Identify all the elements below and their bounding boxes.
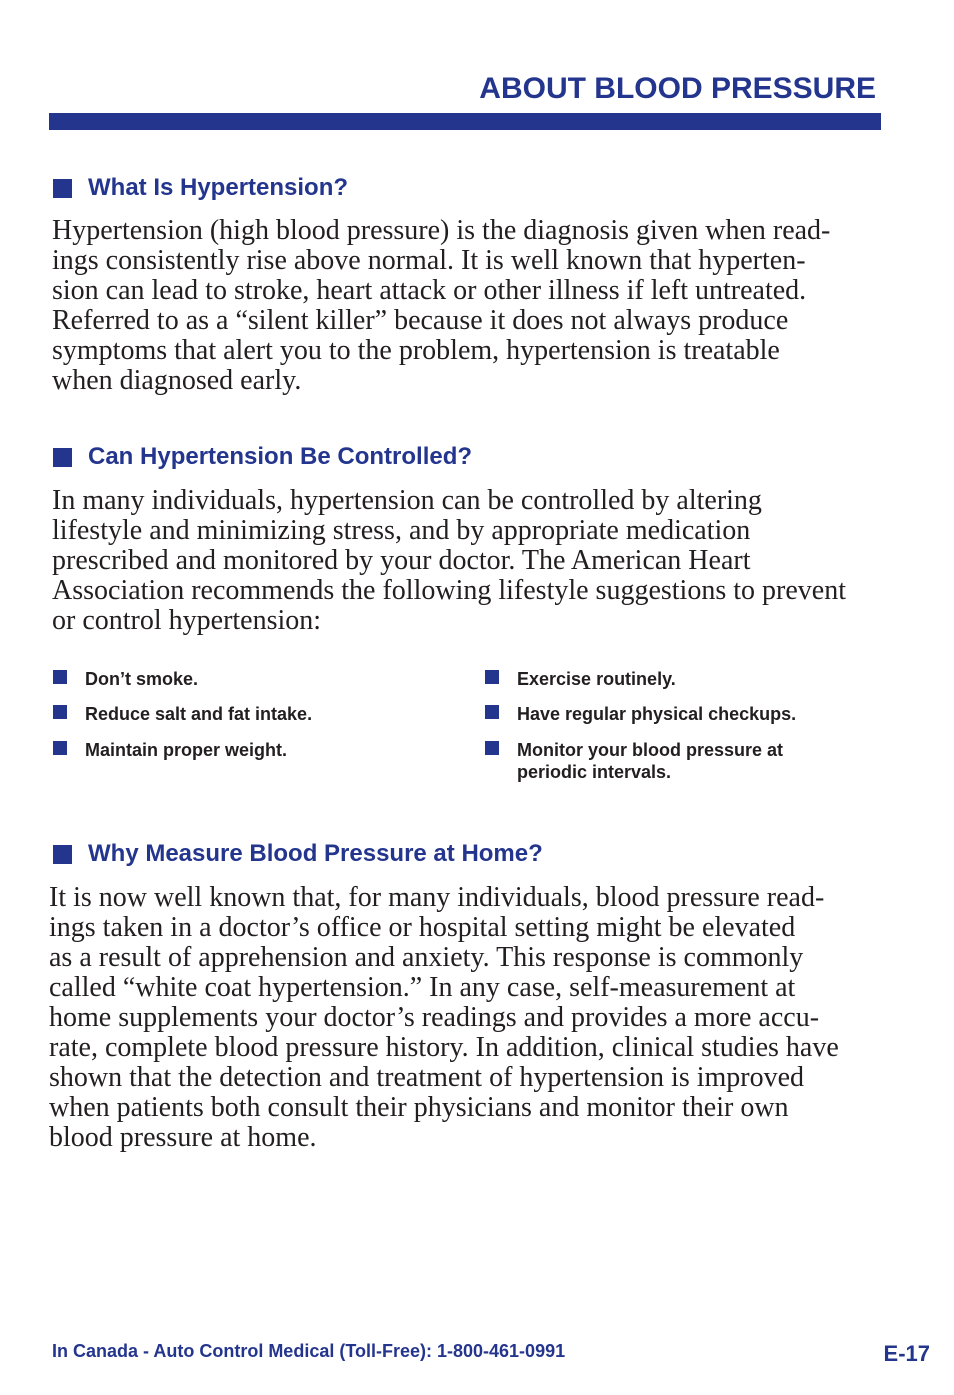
section-heading-can-hypertension-be-controlled — [53, 443, 472, 471]
body-line: when patients both consult their physicians and monitor their own — [49, 1092, 789, 1123]
body-line: when diagnosed early. — [52, 365, 302, 396]
square-bullet-icon — [53, 741, 67, 755]
header-rule — [49, 113, 881, 130]
section-heading-text: Why Measure Blood Pressure at Home? — [88, 840, 543, 867]
body-line: blood pressure at home. — [49, 1122, 317, 1153]
suggestion-item — [485, 668, 676, 690]
suggestion-item — [485, 739, 783, 783]
body-line: In many individuals, hypertension can be controlled by altering — [52, 485, 762, 516]
square-bullet-icon — [53, 448, 72, 467]
square-bullet-icon — [53, 179, 72, 198]
body-line: shown that the detection and treatment of hypertension is improved — [49, 1062, 805, 1093]
section-body-can-hypertension-be-controlled — [52, 486, 846, 636]
body-line: home supplements your doctor’s readings and provides a more accu- — [49, 1002, 820, 1033]
body-line: Referred to as a “silent killer” because it does not always produce — [52, 305, 789, 336]
suggestion-text: Exercise routinely. — [517, 669, 676, 689]
square-bullet-icon — [485, 670, 499, 684]
body-line: prescribed and monitored by your doctor. The American Heart — [52, 545, 751, 576]
square-bullet-icon — [485, 741, 499, 755]
body-line: symptoms that alert you to the problem, hypertension is treatable — [52, 335, 780, 366]
footer-contact: In Canada - Auto Control Medical (Toll-Free): 1-800-461-0991 — [52, 1341, 566, 1361]
body-line: lifestyle and minimizing stress, and by appropriate medication — [52, 515, 751, 546]
section-heading-what-is-hypertension — [53, 174, 348, 202]
body-line: sion can lead to stroke, heart attack or other illness if left untreated. — [52, 275, 807, 306]
section-heading-text: What Is Hypertension? — [88, 174, 349, 201]
suggestion-text: periodic intervals. — [517, 762, 672, 782]
section-heading-text: Can Hypertension Be Controlled? — [88, 443, 473, 470]
body-line: ings taken in a doctor’s office or hospital setting might be elevated — [49, 912, 796, 943]
suggestion-item — [53, 703, 312, 725]
square-bullet-icon — [485, 705, 499, 719]
body-line: It is now well known that, for many individuals, blood pressure read- — [49, 882, 825, 913]
suggestion-text: Reduce salt and fat intake. — [85, 704, 313, 724]
page-section-title: ABOUT BLOOD PRESSURE — [479, 72, 876, 105]
body-line: called “white coat hypertension.” In any case, self-measurement at — [49, 972, 796, 1003]
suggestion-text: Don’t smoke. — [85, 669, 199, 689]
section-body-why-measure-at-home — [49, 883, 839, 1153]
body-line: rate, complete blood pressure history. In addition, clinical studies have — [49, 1032, 839, 1063]
body-line: ings consistently rise above normal. It is well known that hyperten- — [52, 245, 806, 276]
square-bullet-icon — [53, 670, 67, 684]
suggestion-item — [53, 668, 198, 690]
body-line: as a result of apprehension and anxiety. This response is commonly — [49, 942, 804, 973]
suggestion-item — [53, 739, 287, 761]
suggestion-text: Maintain proper weight. — [85, 740, 288, 760]
suggestion-text: Monitor your blood pressure at — [517, 740, 784, 760]
square-bullet-icon — [53, 705, 67, 719]
section-heading-why-measure-at-home — [53, 840, 543, 868]
suggestion-text: Have regular physical checkups. — [517, 704, 797, 724]
page-number: E-17 — [883, 1341, 930, 1366]
body-line: Association recommends the following lifestyle suggestions to prevent — [52, 575, 846, 606]
section-body-what-is-hypertension — [52, 216, 830, 396]
suggestion-item — [485, 703, 796, 725]
body-line: Hypertension (high blood pressure) is the diagnosis given when read- — [52, 215, 831, 246]
square-bullet-icon — [53, 845, 72, 864]
body-line: or control hypertension: — [52, 605, 322, 636]
